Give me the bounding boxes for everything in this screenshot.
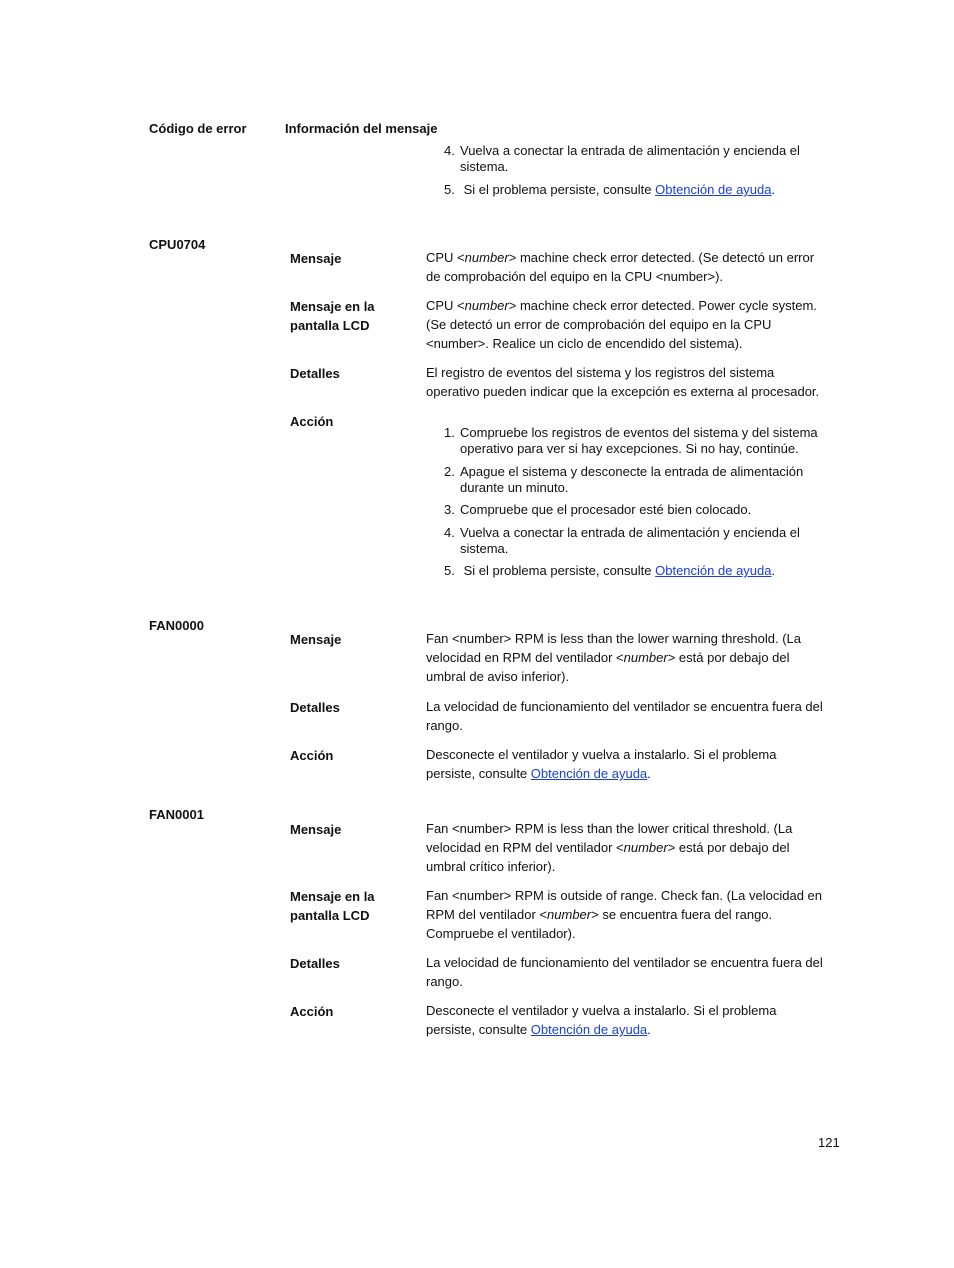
label-mensaje: Mensaje	[290, 632, 342, 647]
list-item: 5. Si el problema persiste, consulte Obtención de ayuda.	[444, 563, 776, 578]
lcd-message-text: CPU <number> machine check error detected. Power cycle system. (Se detectó un error de comprobación del equipo en la CPU <number>. Realice un ciclo de encendido del sistema).	[426, 298, 817, 351]
details-text: La velocidad de funcionamiento del ventilador se encuentra fuera del rango.	[426, 699, 823, 733]
message-text: CPU <number> machine check error detected. (Se detectó un error de comprobación del equipo en la CPU <number>).	[426, 250, 815, 284]
column-header-code: Código de error	[149, 121, 247, 136]
details-text: La velocidad de funcionamiento del ventilador se encuentra fuera del rango.	[426, 955, 823, 989]
label-accion: Acción	[290, 1004, 334, 1019]
error-code: FAN0000	[149, 618, 204, 633]
help-link[interactable]: Obtención de ayuda	[655, 563, 772, 578]
action-text: Desconecte el ventilador y vuelva a instalarlo. Si el problema persiste, consulte Obtención de ayuda.	[426, 747, 777, 781]
label-detalles: Detalles	[290, 700, 340, 715]
details-text: El registro de eventos del sistema y los registros del sistema operativo pueden indicar que la excepción es externa al procesador.	[426, 365, 820, 399]
message-text: Fan <number> RPM is less than the lower warning threshold. (La velocidad en RPM del ventilador <number> está por debajo del umbral de aviso inferior).	[426, 631, 802, 684]
label-detalles: Detalles	[290, 366, 340, 381]
list-item: 3. Compruebe que el procesador esté bien colocado.	[444, 502, 752, 517]
list-item: 1. Compruebe los registros de eventos del sistema y del sistema operativo para ver si hay excepciones. Si no hay, continúe.	[444, 425, 818, 456]
list-item: 4. Vuelva a conectar la entrada de alimentación y encienda el sistema.	[444, 525, 800, 556]
label-mensaje: Mensaje	[290, 822, 342, 837]
help-link[interactable]: Obtención de ayuda	[530, 766, 648, 781]
column-header-info: Información del mensaje	[285, 121, 438, 136]
lcd-message-text: Fan <number> RPM is outside of range. Check fan. (La velocidad en RPM del ventilador <number> se encuentra fuera del rango. Compruebe el ventilador).	[426, 888, 822, 941]
label-mensaje: Mensaje	[290, 251, 342, 266]
label-lcd-message: Mensaje en la pantalla LCD	[290, 299, 375, 333]
page-number: 121	[818, 1135, 840, 1150]
label-lcd-message: Mensaje en la pantalla LCD	[290, 889, 375, 923]
list-item: 4. Vuelva a conectar la entrada de alimentación y encienda el sistema.	[444, 143, 800, 174]
action-text: Desconecte el ventilador y vuelva a instalarlo. Si el problema persiste, consulte Obtención de ayuda.	[426, 1003, 777, 1037]
help-link[interactable]: Obtención de ayuda	[530, 1022, 648, 1037]
list-item: 5. Si el problema persiste, consulte Obtención de ayuda.	[444, 182, 776, 197]
message-text: Fan <number> RPM is less than the lower critical threshold. (La velocidad en RPM del ventilador <number> está por debajo del umbral crítico inferior).	[426, 821, 793, 874]
help-link[interactable]: Obtención de ayuda	[655, 182, 772, 197]
label-detalles: Detalles	[290, 956, 340, 971]
error-code: CPU0704	[149, 237, 206, 252]
label-accion: Acción	[290, 748, 334, 763]
list-item: 2. Apague el sistema y desconecte la entrada de alimentación durante un minuto.	[444, 464, 804, 495]
label-accion: Acción	[290, 414, 334, 429]
error-code: FAN0001	[149, 807, 204, 822]
